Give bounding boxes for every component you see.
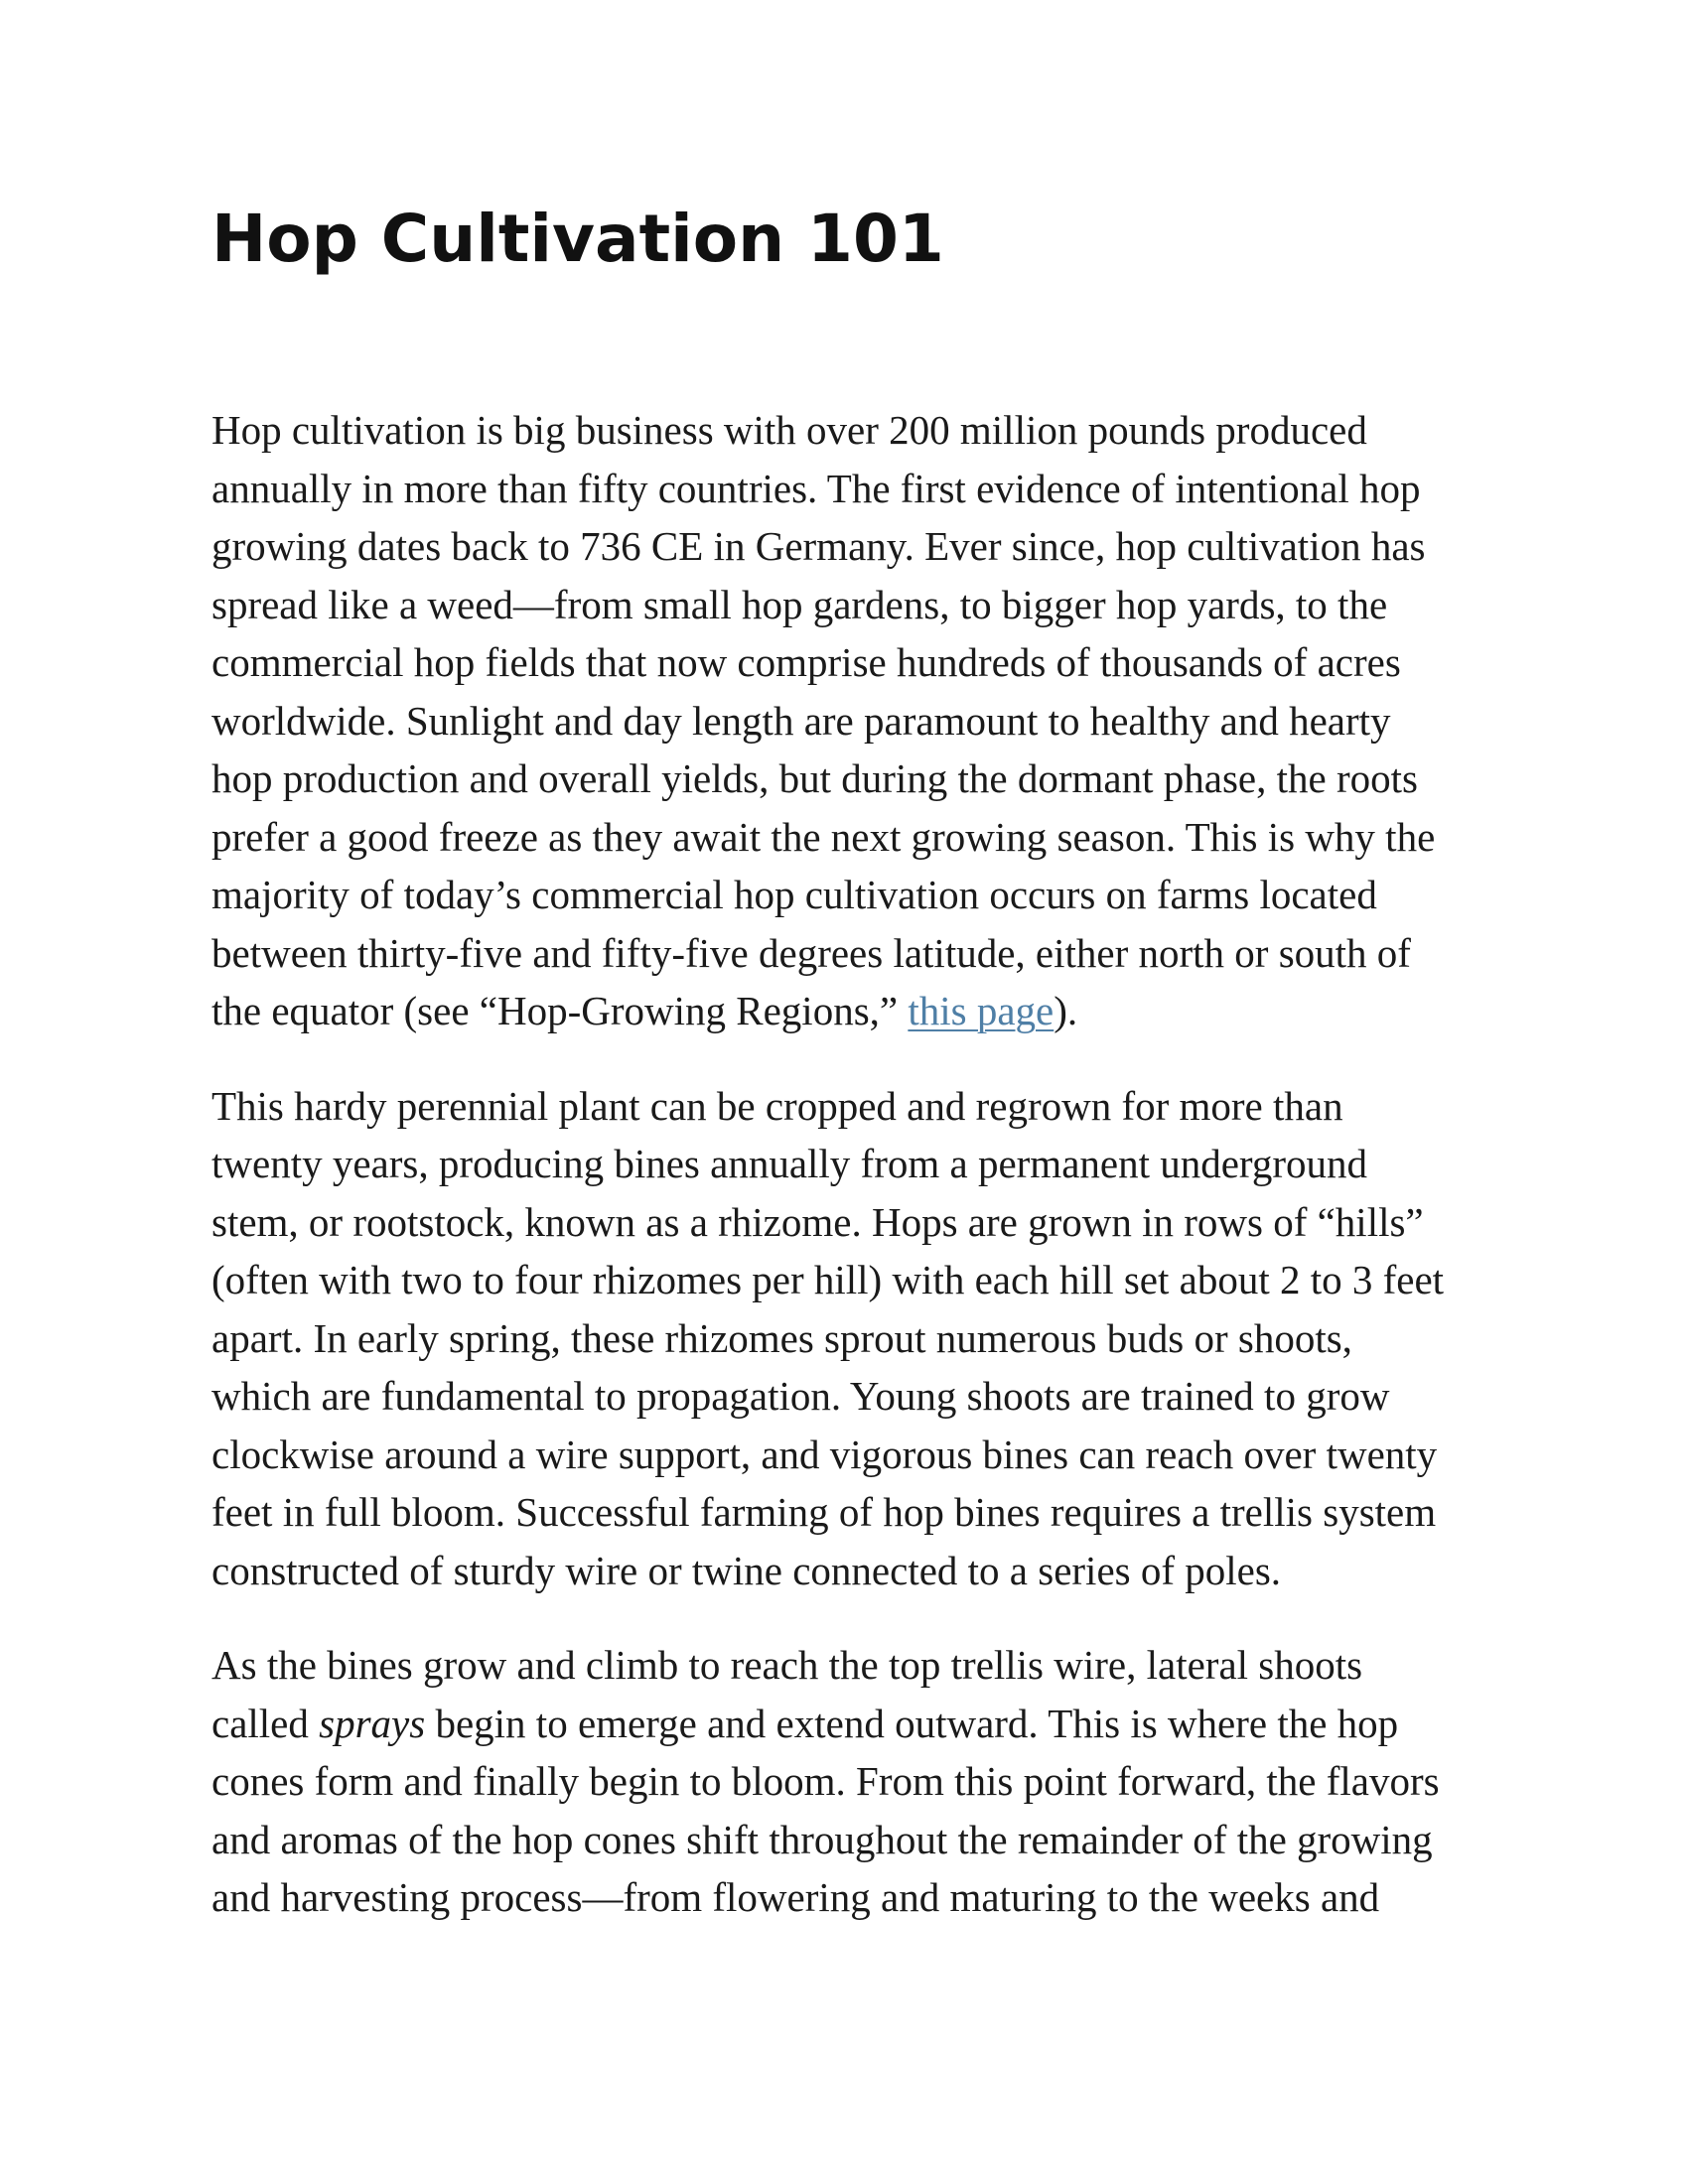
text-line: worldwide. Sunlight and day length are paramount to healthy and hearty [211, 697, 1391, 744]
text-segment: ). [1054, 988, 1078, 1033]
text-segment: begin to emerge and extend outward. This is where the hop [425, 1700, 1399, 1746]
text-line: constructed of sturdy wire or twine connected to a series of poles. [211, 1547, 1282, 1593]
text-segment: the equator (see “Hop-Growing Regions,” [211, 988, 909, 1033]
text-line: feet in full bloom. Successful farming of hop bines requires a trellis system [211, 1489, 1437, 1535]
text-segment: called [211, 1700, 320, 1746]
text-line: stem, or rootstock, known as a rhizome. Hops are grown in rows of “hills” [211, 1198, 1424, 1245]
text-line: annually in more than fifty countries. The first evidence of intentional hop [211, 465, 1421, 511]
text-line: majority of today’s commercial hop cultivation occurs on farms located [211, 872, 1377, 917]
page-title: Hop Cultivation 101 [211, 201, 944, 277]
this-page-link[interactable]: this page [908, 988, 1055, 1033]
text-line: and aromas of the hop cones shift throughout the remainder of the growing [211, 1816, 1433, 1862]
text-line-with-italic [211, 1695, 1502, 1753]
text-line: cones form and finally begin to bloom. From this point forward, the flavors [211, 1758, 1440, 1804]
text-line: apart. In early spring, these rhizomes sprout numerous buds or shoots, [211, 1314, 1352, 1361]
paragraph-3 [211, 1636, 1502, 1927]
text-line: growing dates back to 736 CE in Germany. Ever since, hop cultivation has [211, 523, 1426, 569]
text-line: clockwise around a wire support, and vigorous bines can reach over twenty [211, 1431, 1438, 1477]
text-line: and harvesting process—from flowering and maturing to the weeks and [211, 1874, 1380, 1920]
text-line: prefer a good freeze as they await the next growing season. This is why the [211, 813, 1436, 860]
text-line: spread like a weed—from small hop gardens, to bigger hop yards, to the [211, 581, 1388, 627]
text-line: This hardy perennial plant can be cropped and regrown for more than [211, 1082, 1343, 1129]
text-line: commercial hop fields that now comprise hundreds of thousands of acres [211, 639, 1401, 685]
text-line: As the bines grow and climb to reach the top trellis wire, lateral shoots [211, 1642, 1363, 1688]
text-line: Hop cultivation is big business with over 200 million pounds produced [211, 407, 1367, 453]
paragraph-1 [211, 401, 1502, 1040]
body-text [211, 401, 1502, 1964]
italic-term: sprays [319, 1700, 426, 1746]
text-line: between thirty-five and fifty-five degrees latitude, either north or south of [211, 929, 1411, 976]
text-line: which are fundamental to propagation. Young shoots are trained to grow [211, 1373, 1390, 1419]
text-line: hop production and overall yields, but during the dormant phase, the roots [211, 755, 1418, 801]
text-line-with-link [211, 982, 1502, 1040]
paragraph-2 [211, 1077, 1502, 1600]
text-line: (often with two to four rhizomes per hill) with each hill set about 2 to 3 feet [211, 1257, 1445, 1302]
text-line: twenty years, producing bines annually from a permanent underground [211, 1141, 1367, 1186]
